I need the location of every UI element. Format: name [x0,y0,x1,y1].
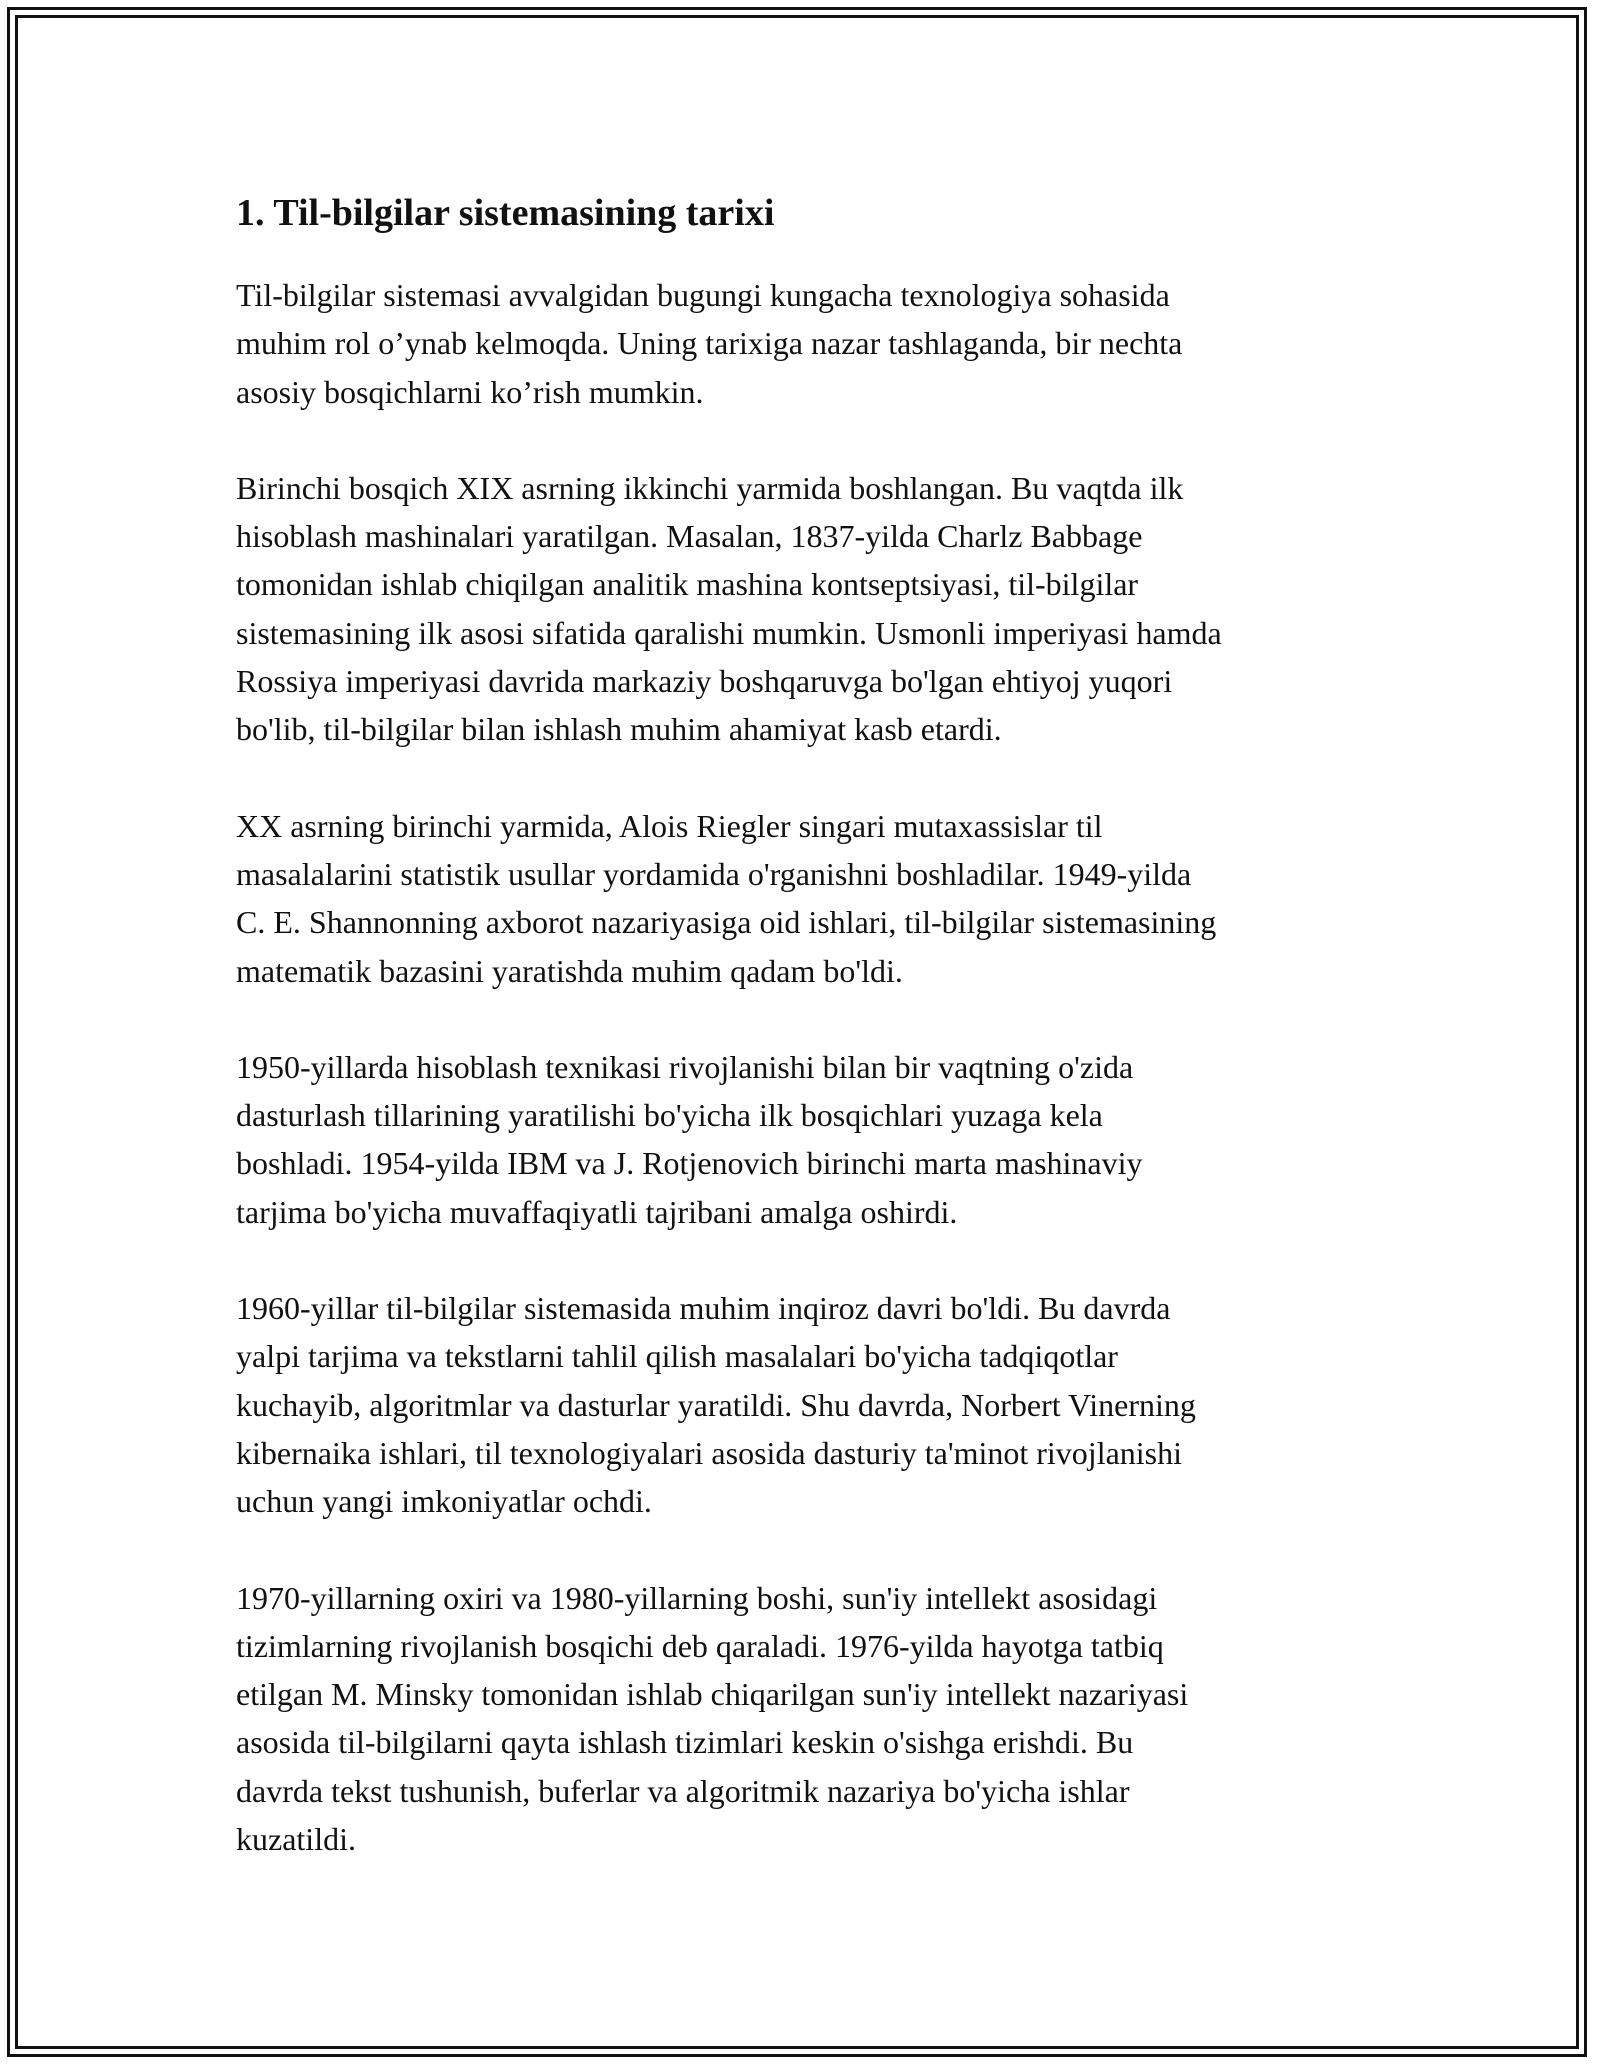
section-heading: 1. Til-bilgilar sistemasining tarixi [236,192,775,234]
paragraph-1970s-1980s: 1970-yillarning oxiri va 1980-yillarning boshi, sun'iy intellekt asosidagi tizimlarning rivojlanish bosqichi deb qaraladi. 1976-yilda hayotga tatbiq etilgan M. Minsky tomonidan ishlab chiqarilgan sun'iy intellekt nazariyasi asosida til-bilgilarni qayta ishlash tizimlari keskin o'sishga erishdi. Bu davrda tekst tushunish, buferlar va algoritmik nazariya bo'yicha ishlar kuzatildi. [236,1579,1189,1858]
document-body [236,183,1386,1911]
paragraph-intro: Til-bilgilar sistemasi avvalgidan bugungi kungacha texnologiya sohasida muhim rol o’ynab kelmoqda. Uning tarixiga nazar tashlaganda, bir nechta asosiy bosqichlarni ko’rish mumkin. [236,277,1183,410]
paragraph-1960s: 1960-yillar til-bilgilar sistemasida muhim inqiroz davri bo'ldi. Bu davrda yalpi tarjima va tekstlarni tahlil qilish masalalari bo'yicha tadqiqotlar kuchayib, algoritmlar va dasturlar yaratildi. Shu davrda, Norbert Vinerning kibernaika ishlari, til texnologiyalari asosida dasturiy ta'minot rivojlanishi uchun yangi imkoniyatlar ochdi. [236,1290,1196,1520]
paragraph-1950s: 1950-yillarda hisoblash texnikasi rivojlanishi bilan bir vaqtning o'zida dasturlash tillarining yaratilishi bo'yicha ilk bosqichlari yuzaga kela boshladi. 1954-yilda IBM va J. Rotjenovich birinchi marta mashinaviy tarjima bo'yicha muvaffaqiyatli tajribani amalga oshirdi. [236,1048,1143,1230]
paragraph-19th-century: Birinchi bosqich XIX asrning ikkinchi yarmida boshlangan. Bu vaqtda ilk hisoblash mashinalari yaratilgan. Masalan, 1837-yilda Charlz Babbage tomonidan ishlab chiqilgan analitik mashina kontseptsiyasi, til-bilgilar sistemasining ilk asosi sifatida qaralishi mumkin. Usmonli imperiyasi hamda Rossiya imperiyasi davrida markaziy boshqaruvga bo'lgan ehtiyoj yuqori bo'lib, til-bilgilar bilan ishlash muhim ahamiyat kasb etardi. [236,469,1222,748]
paragraph-20th-century-first-half: XX asrning birinchi yarmida, Alois Riegler singari mutaxassislar til masalalarini statistik usullar yordamida o'rganishni boshladilar. 1949-yilda C. E. Shannonning axborot nazariyasiga oid ishlari, til-bilgilar sistemasining matematik bazasini yaratishda muhim qadam bo'ldi. [236,807,1217,989]
